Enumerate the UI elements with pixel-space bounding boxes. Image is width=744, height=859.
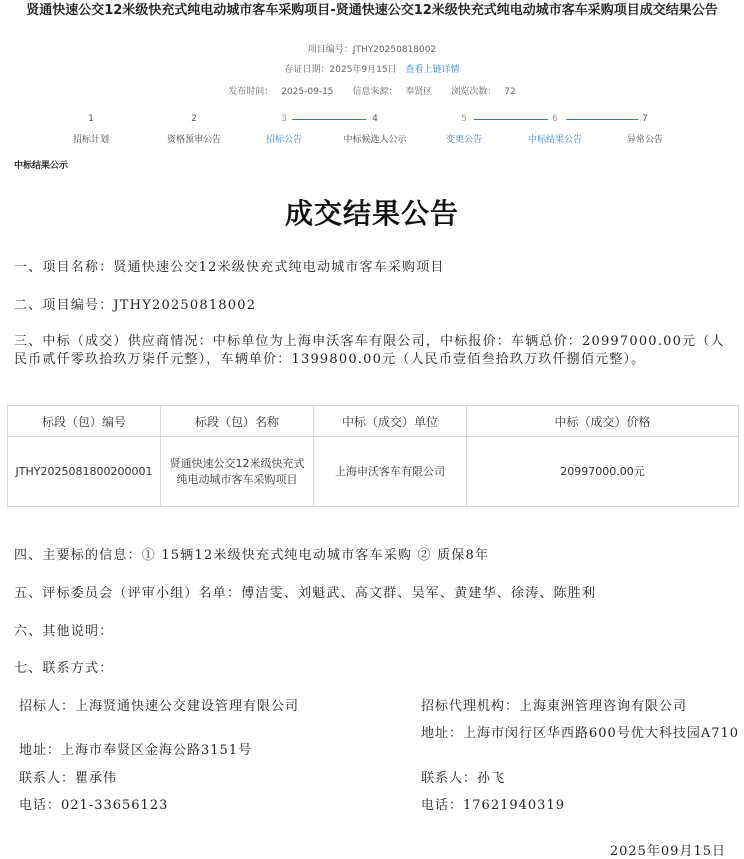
agent-name: 招标代理机构：上海東洲管理咨询有限公司 — [421, 699, 688, 714]
buyer-contact-person: 联系人：瞿承伟 — [19, 771, 118, 786]
step-number: 7 — [642, 114, 648, 124]
step-number: 5 — [461, 114, 467, 124]
item-main-subject: 四、主要标的信息：① 15辆12米级快充式纯电动城市客车采购 ② 质保8年 — [14, 548, 490, 563]
cell-price: 20997000.00元 — [467, 437, 739, 507]
deposit-date: 2025年9月15日 — [329, 65, 397, 75]
agent-address: 地址：上海市闵行区华西路600号优大科技园A710 — [421, 726, 740, 741]
col-lot-no: 标段（包）编号 — [8, 406, 161, 437]
notice-title: 贤通快速公交12米级快充式纯电动城市客车采购项目-贤通快速公交12米级快充式纯电动城市客车采购项目成交结果公告 — [26, 3, 718, 18]
buyer-address: 地址：上海市奉贤区金海公路3151号 — [19, 743, 253, 758]
table-header-row — [8, 406, 739, 437]
source-group — [348, 87, 436, 97]
project-no-label: 项目编号： — [307, 45, 353, 55]
project-no-row — [0, 42, 744, 55]
step-label: 变更公告 — [445, 135, 482, 145]
views-label: 浏览次数： — [451, 87, 497, 97]
item-committee: 五、评标委员会（评审小组）名单：傅洁雯、刘魁武、高文群、吴军、黄建华、徐涛、陈胜利 — [14, 586, 597, 601]
section-label: 中标结果公示 — [14, 161, 69, 171]
result-table — [7, 405, 739, 507]
item-project-name: 一、项目名称：贤通快速公交12米级快充式纯电动城市客车采购项目 — [14, 260, 445, 275]
item-contact-heading: 七、联系方式： — [14, 661, 114, 676]
buyer-name: 招标人：上海贤通快速公交建设管理有限公司 — [19, 699, 300, 714]
views-count: 72 — [504, 87, 516, 97]
col-lot-name: 标段（包）名称 — [161, 406, 314, 437]
step-tender-plan[interactable] — [36, 114, 146, 145]
source-label: 信息来源： — [352, 87, 398, 97]
publish-label: 发布时间： — [228, 87, 274, 97]
step-number: 3 — [281, 114, 287, 124]
agent-phone: 电话：17621940319 — [421, 798, 565, 813]
step-number: 6 — [552, 114, 558, 124]
step-label: 资格预审公告 — [166, 135, 221, 145]
notice-date: 2025年09月15日 — [609, 844, 726, 859]
col-price: 中标（成交）价格 — [467, 406, 739, 437]
step-number: 2 — [191, 114, 197, 124]
agent-contact-person: 联系人：孙飞 — [421, 771, 506, 786]
deposit-row — [0, 62, 744, 75]
document-title: 成交结果公告 — [284, 197, 459, 230]
step-label: 中标候选人公示 — [343, 135, 407, 145]
views-group — [447, 87, 519, 97]
step-label: 异常公告 — [626, 135, 663, 145]
step-number: 1 — [88, 114, 94, 124]
chain-detail-link[interactable]: 查看上链详情 — [405, 65, 460, 75]
col-winner: 中标（成交）单位 — [314, 406, 467, 437]
cell-lot-no: JTHY2025081800200001 — [8, 437, 161, 507]
publish-time-group — [224, 87, 337, 97]
buyer-phone: 电话：021-33656123 — [19, 798, 169, 813]
step-number: 4 — [372, 114, 378, 124]
item-other: 六、其他说明： — [14, 624, 114, 639]
project-no: JTHY20250818002 — [352, 45, 437, 55]
cell-lot-name: 贤通快速公交12米级快充式纯电动城市客车采购项目 — [161, 437, 314, 507]
step-abnormal-notice[interactable] — [590, 114, 700, 145]
step-label: 招标计划 — [72, 135, 109, 145]
deposit-label: 存证日期： — [284, 65, 330, 75]
publish-info-row — [0, 84, 744, 97]
step-label: 招标公告 — [265, 135, 302, 145]
item-supplier-info: 三、中标（成交）供应商情况：中标单位为上海申沃客车有限公司，中标报价：车辆总价：20997000.00元（人民币贰仟零玖拾玖万柒仟元整），车辆单价：1399800.00元（人民币壹佰叁拾玖万玖仟捌佰元整）。 — [14, 334, 725, 367]
publish-time: 2025-09-15 — [281, 87, 334, 97]
table-row — [8, 437, 739, 507]
source: 奉贤区 — [405, 87, 433, 97]
cell-winner: 上海申沃客车有限公司 — [314, 437, 467, 507]
item-project-no: 二、项目编号：JTHY20250818002 — [14, 298, 257, 313]
step-label: 中标结果公告 — [527, 135, 582, 145]
